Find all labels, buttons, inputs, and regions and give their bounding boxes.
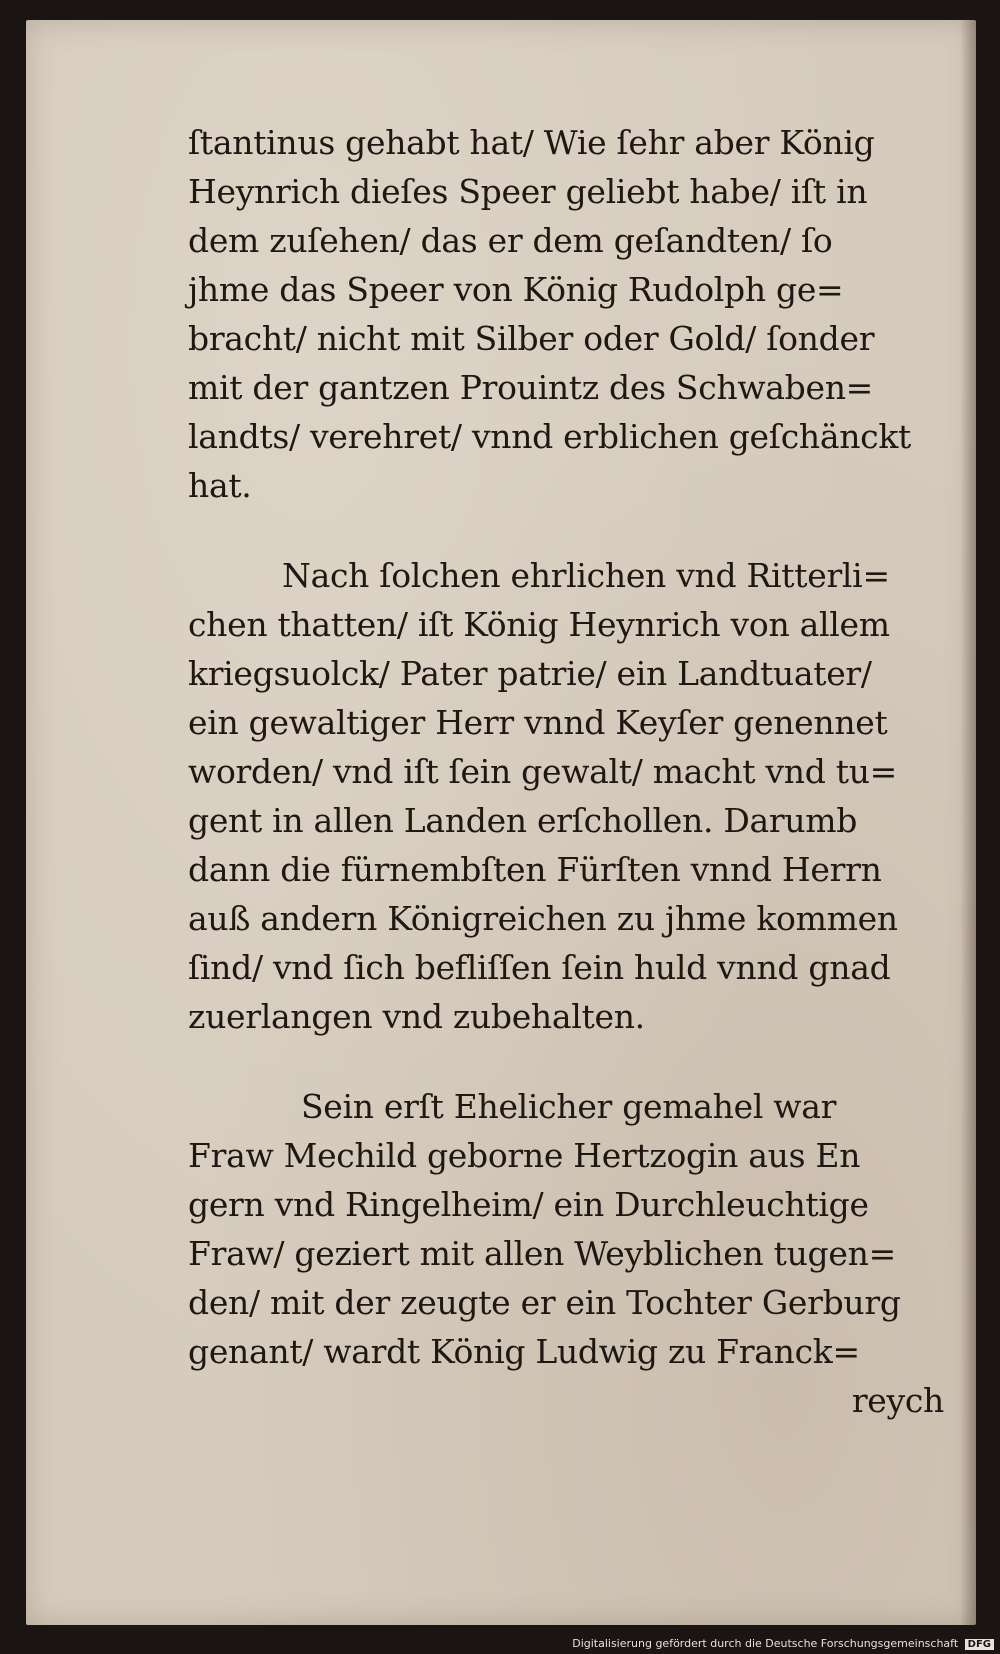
text-line: gern vnd Ringelheim/ ein Durchleuchtige bbox=[188, 1185, 869, 1224]
paragraph-3 bbox=[188, 1082, 948, 1425]
text-line: zuerlangen vnd zubehalten. bbox=[188, 997, 645, 1036]
text-line: Nach ſolchen ehrlichen vnd Ritterli= bbox=[282, 556, 890, 595]
text-line: genant/ wardt König Ludwig zu Franck= bbox=[188, 1332, 860, 1371]
text-line: dann die fürnembſten Fürſten vnnd Herrn bbox=[188, 850, 882, 889]
text-line: auß andern Königreichen zu jhme kommen bbox=[188, 899, 898, 938]
text-line: landts/ verehret/ vnnd erblichen geſchänckt bbox=[188, 417, 911, 456]
paragraph-2 bbox=[188, 551, 948, 1041]
page-edge-shadow bbox=[960, 20, 976, 1625]
text-line: jhme das Speer von König Rudolph ge= bbox=[188, 270, 844, 309]
text-line: bracht/ nicht mit Silber oder Gold/ ſonder bbox=[188, 319, 875, 358]
text-line: ſind/ vnd ſich befliſſen ſein huld vnnd gnad bbox=[188, 948, 891, 987]
text-line: Fraw Mechild geborne Hertzogin aus En bbox=[188, 1136, 861, 1175]
text-line: kriegsuolck/ Pater patrie/ ein Landtuater/ bbox=[188, 654, 872, 693]
text-line: gent in allen Landen erſchollen. Darumb bbox=[188, 801, 858, 840]
text-line: Heynrich dieſes Speer geliebt habe/ iſt in bbox=[188, 172, 868, 211]
text-line: worden/ vnd iſt ſein gewalt/ macht vnd tu= bbox=[188, 752, 898, 791]
text-line: Fraw/ geziert mit allen Weyblichen tugen= bbox=[188, 1234, 896, 1273]
text-line: den/ mit der zeugte er ein Tochter Gerburg bbox=[188, 1283, 901, 1322]
text-line: ſtantinus gehabt hat/ Wie ſehr aber König bbox=[188, 123, 875, 162]
digitization-credit bbox=[572, 1637, 994, 1650]
catchword: reych bbox=[851, 1381, 944, 1420]
credit-text: Digitalisierung gefördert durch die Deutsche Forschungsgemeinschaft bbox=[572, 1637, 959, 1650]
text-line: dem zuſehen/ das er dem geſandten/ ſo bbox=[188, 221, 833, 260]
text-line: Sein erſt Ehelicher gemahel war bbox=[301, 1087, 837, 1126]
text-line: ein gewaltiger Herr vnnd Keyſer genennet bbox=[188, 703, 888, 742]
text-line: mit der gantzen Prouintz des Schwaben= bbox=[188, 368, 874, 407]
dfg-logo: DFG bbox=[965, 1639, 994, 1650]
paragraph-1 bbox=[188, 118, 948, 510]
page-text bbox=[188, 118, 948, 1425]
text-line: chen thatten/ iſt König Heynrich von allem bbox=[188, 605, 890, 644]
text-line: hat. bbox=[188, 466, 252, 505]
book-page bbox=[26, 20, 976, 1625]
